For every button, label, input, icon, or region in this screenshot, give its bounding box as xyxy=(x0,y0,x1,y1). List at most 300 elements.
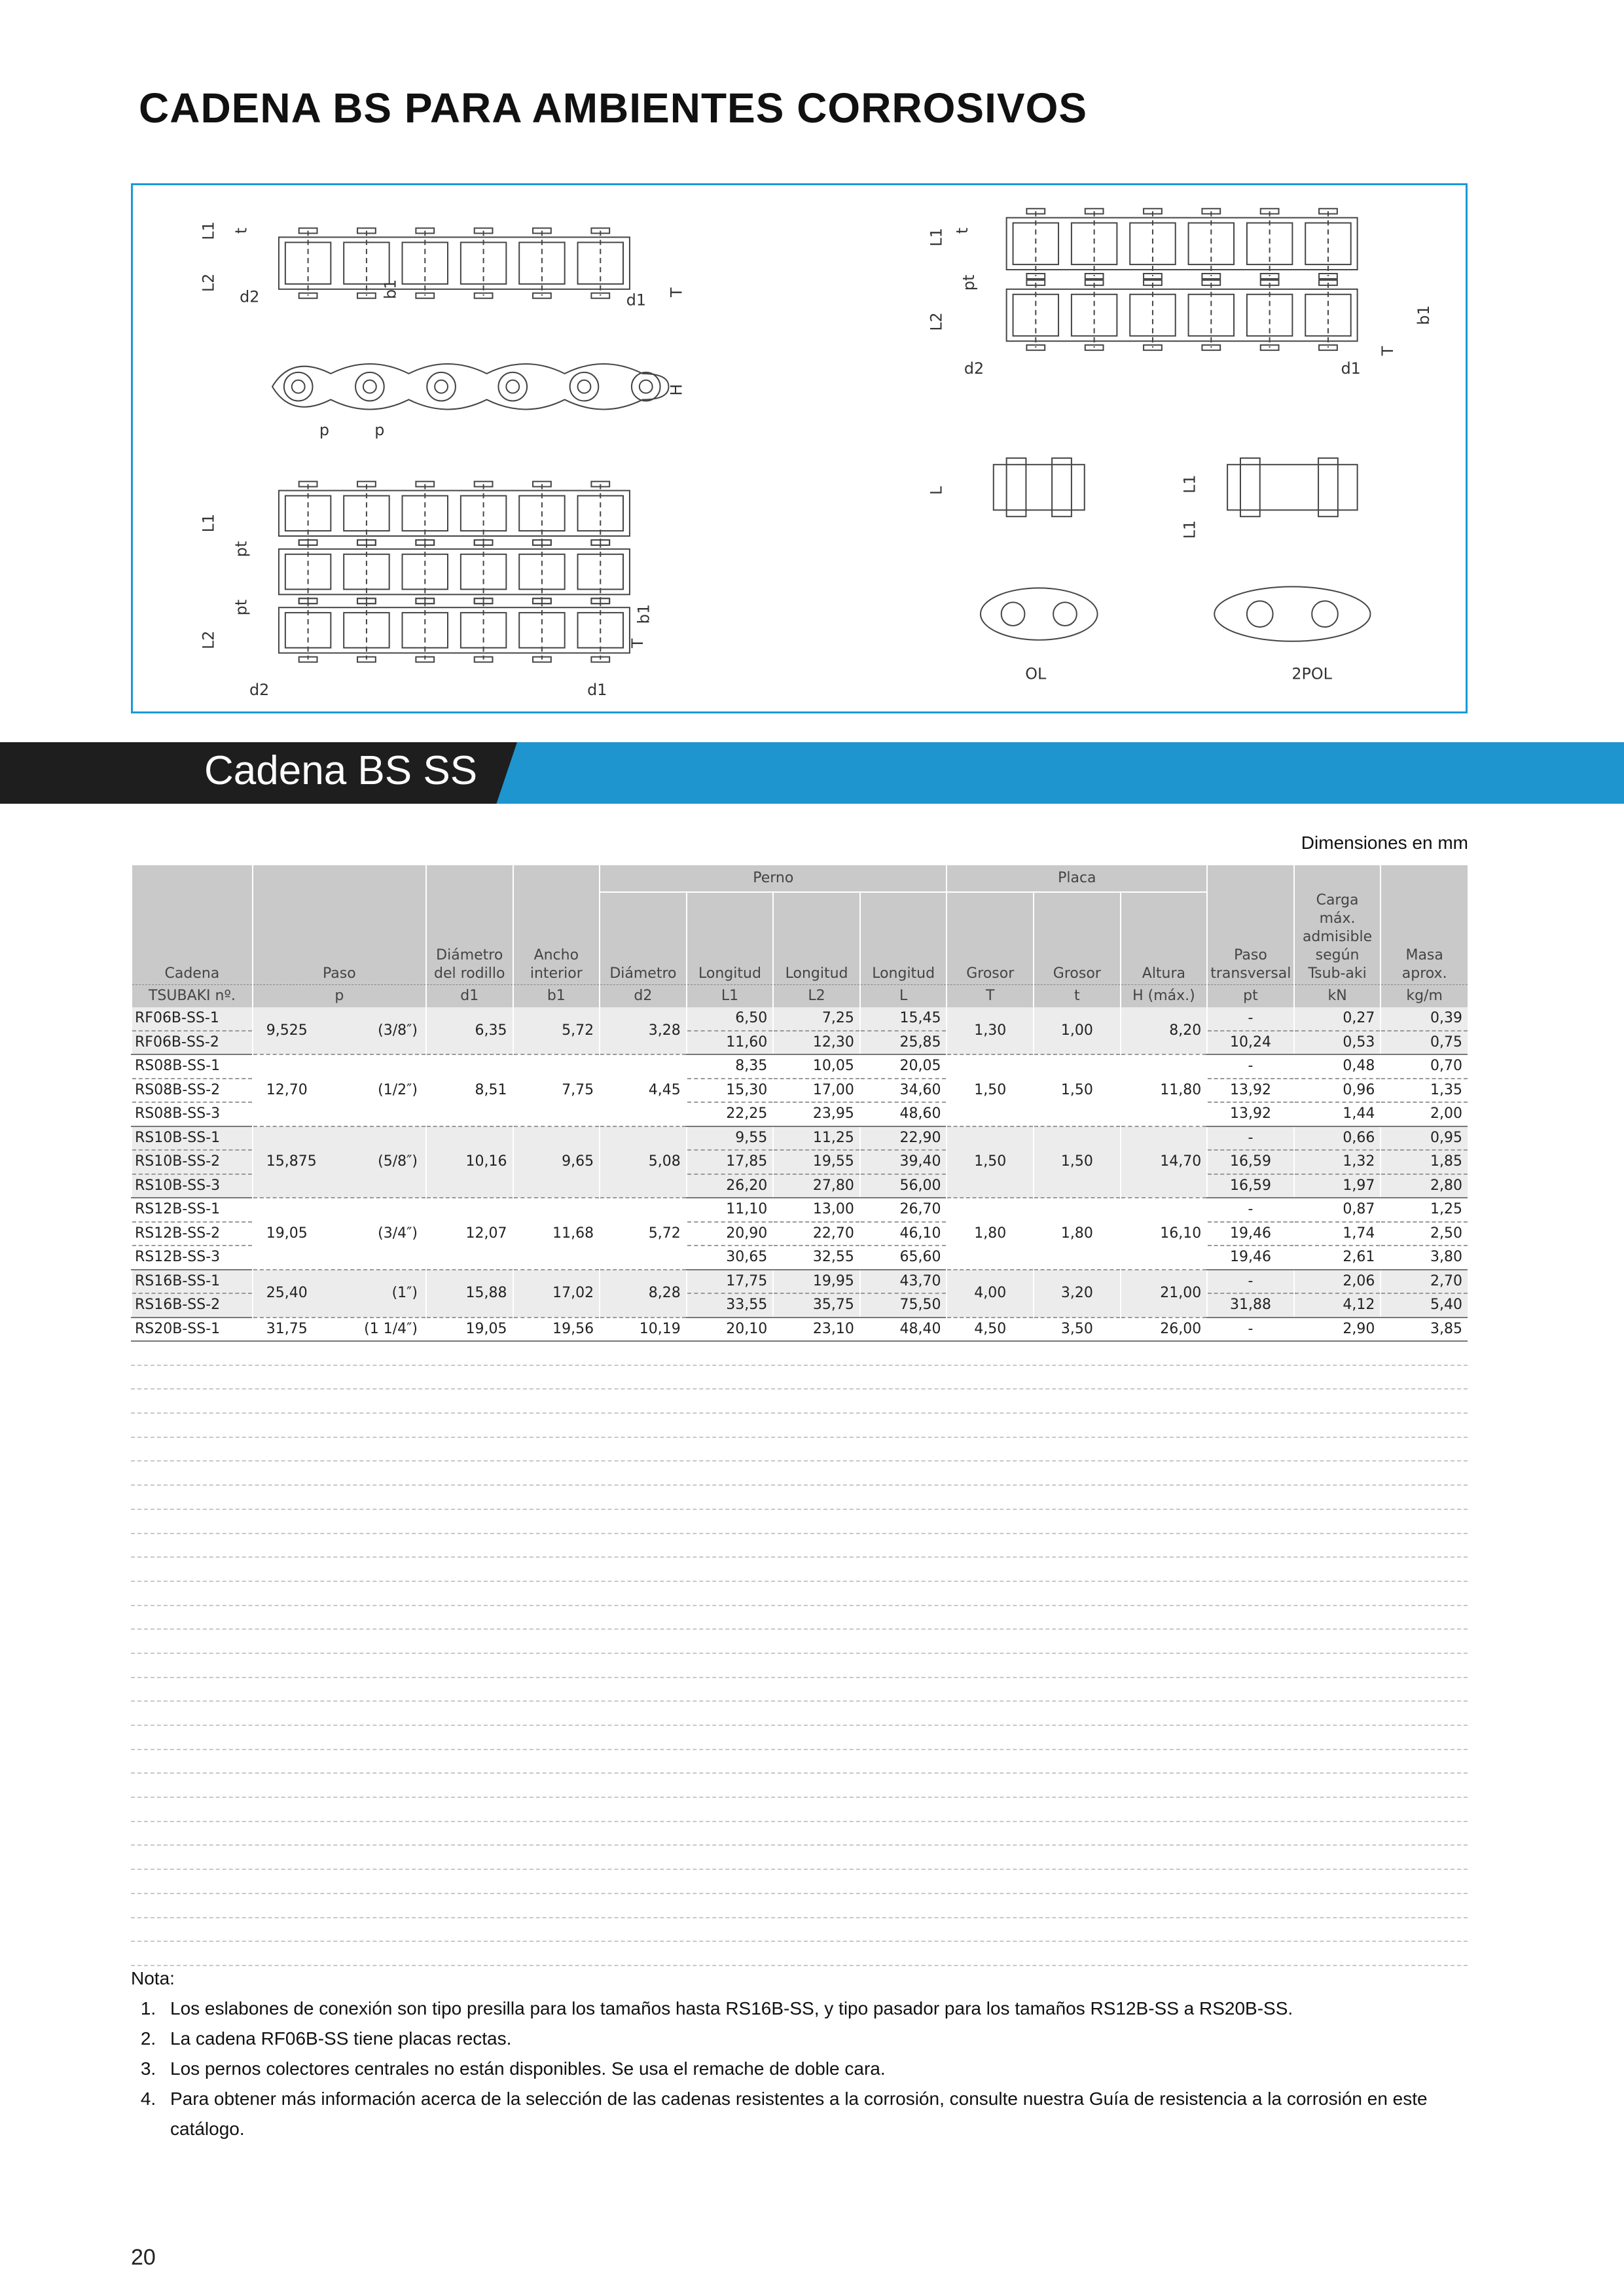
inner-width-cell: 19,56 xyxy=(513,1318,600,1342)
paso-inch: (3/4″) xyxy=(378,1225,418,1242)
plate-thickness-t-upper-cell: 1,50 xyxy=(947,1126,1034,1198)
pin-length-l-cell: 20,05 xyxy=(860,1054,947,1079)
label-p: p xyxy=(319,421,329,440)
paso-inch: (5/8″) xyxy=(378,1153,418,1170)
symbol-h: H (máx.) xyxy=(1121,985,1208,1008)
pin-length-l-cell: 25,85 xyxy=(860,1031,947,1055)
symbol-pt: pt xyxy=(1207,985,1294,1008)
mass-cell: 1,25 xyxy=(1380,1198,1468,1222)
empty-row xyxy=(131,1870,1468,1894)
max-load-cell: 2,61 xyxy=(1294,1246,1381,1270)
max-load-cell: 2,06 xyxy=(1294,1270,1381,1294)
header-diametro: Diámetro xyxy=(600,892,687,985)
paso-inch: (1/2″) xyxy=(378,1081,418,1098)
ol-pin xyxy=(1052,458,1072,516)
header-ancho-interior: Ancho interior xyxy=(513,865,600,985)
label-d2: d2 xyxy=(249,681,270,700)
pin-length-l1-cell: 15,30 xyxy=(687,1079,774,1103)
pin-length-l1-cell: 33,55 xyxy=(687,1293,774,1318)
header-longitud-l: Longitud xyxy=(860,892,947,985)
inner-width-cell: 17,02 xyxy=(513,1270,600,1318)
plate-thickness-t-lower-cell: 1,00 xyxy=(1034,1007,1121,1054)
mass-cell: 2,80 xyxy=(1380,1174,1468,1198)
chain-code-cell: RF06B-SS-1 xyxy=(132,1007,253,1031)
mass-cell: 0,95 xyxy=(1380,1126,1468,1151)
pin-length-l2-cell: 32,55 xyxy=(773,1246,860,1270)
transverse-pitch-cell: 13,92 xyxy=(1207,1079,1294,1103)
paso-cell xyxy=(253,1270,426,1318)
header-group-placa: Placa xyxy=(947,865,1207,892)
label-t-upper: T xyxy=(1379,346,1398,356)
pol-pin xyxy=(1318,458,1338,516)
header-grosor-t-lower: Grosor xyxy=(1034,892,1121,985)
empty-row xyxy=(131,1534,1468,1558)
pin-length-l-cell: 65,60 xyxy=(860,1246,947,1270)
pin-length-l2-cell: 23,95 xyxy=(773,1102,860,1126)
empty-row xyxy=(131,1438,1468,1462)
label-b1: b1 xyxy=(1414,305,1433,325)
pin-length-l1-cell: 17,85 xyxy=(687,1150,774,1174)
chain-code-cell: RS12B-SS-2 xyxy=(132,1222,253,1246)
transverse-pitch-cell: 16,59 xyxy=(1207,1174,1294,1198)
pin-head xyxy=(1319,345,1337,350)
table-row xyxy=(132,1198,1468,1222)
pol-hole xyxy=(1312,601,1338,627)
header-paso: Paso xyxy=(253,865,426,985)
chain-code-cell: RS10B-SS-1 xyxy=(132,1126,253,1151)
label-p: p xyxy=(374,421,385,440)
plate-height-cell: 16,10 xyxy=(1121,1198,1208,1270)
paso-cell xyxy=(253,1198,426,1270)
pin-head xyxy=(475,293,493,298)
chain-code-cell: RS10B-SS-3 xyxy=(132,1174,253,1198)
pin-head xyxy=(591,293,609,298)
pin-head xyxy=(1026,274,1045,279)
plate-height-cell: 26,00 xyxy=(1121,1318,1208,1342)
header-altura: Altura xyxy=(1121,892,1208,985)
plate-thickness-t-upper-cell: 1,50 xyxy=(947,1054,1034,1126)
symbol-d2: d2 xyxy=(600,985,687,1008)
label-pt: pt xyxy=(232,599,251,616)
roller xyxy=(427,372,456,401)
pin-length-l1-cell: 20,10 xyxy=(687,1318,774,1342)
pin-head xyxy=(533,293,551,298)
chain-spec-table xyxy=(131,865,1468,1342)
pin-head xyxy=(1144,274,1162,279)
chain-side-view xyxy=(272,364,668,409)
mass-cell: 5,40 xyxy=(1380,1293,1468,1318)
chain-spec-table-body xyxy=(132,1007,1468,1341)
empty-row xyxy=(131,1846,1468,1870)
roller-diameter-cell: 12,07 xyxy=(426,1198,513,1270)
chain-drawing-panel xyxy=(131,183,1468,713)
note-item: 2. La cadena RF06B-SS tiene placas rectas. xyxy=(161,2024,1479,2054)
transverse-pitch-cell: 10,24 xyxy=(1207,1031,1294,1055)
pin-length-l2-cell: 13,00 xyxy=(773,1198,860,1222)
roller xyxy=(570,372,599,401)
symbol-kgm: kg/m xyxy=(1380,985,1468,1008)
empty-row xyxy=(131,1654,1468,1678)
max-load-cell: 0,48 xyxy=(1294,1054,1381,1079)
pol-hole xyxy=(1247,601,1273,627)
pin-length-l2-cell: 19,55 xyxy=(773,1150,860,1174)
max-load-cell: 1,32 xyxy=(1294,1150,1381,1174)
chain-technical-drawing xyxy=(133,185,1466,711)
transverse-pitch-cell: 16,59 xyxy=(1207,1150,1294,1174)
transverse-pitch-cell: - xyxy=(1207,1054,1294,1079)
pin xyxy=(578,380,591,393)
mass-cell: 2,00 xyxy=(1380,1102,1468,1126)
pin xyxy=(435,380,448,393)
chain-code-cell: RS08B-SS-2 xyxy=(132,1079,253,1103)
transverse-pitch-cell: 13,92 xyxy=(1207,1102,1294,1126)
pin-length-l-cell: 22,90 xyxy=(860,1126,947,1151)
inner-width-cell: 5,72 xyxy=(513,1007,600,1054)
symbol-t-lower: t xyxy=(1034,985,1121,1008)
symbol-paso: p xyxy=(253,985,426,1008)
chain-code-cell: RS10B-SS-2 xyxy=(132,1150,253,1174)
empty-row xyxy=(131,1558,1468,1582)
paso-mm: 19,05 xyxy=(266,1225,308,1242)
paso-mm: 25,40 xyxy=(266,1285,308,1301)
pin-length-l-cell: 43,70 xyxy=(860,1270,947,1294)
label-t: t xyxy=(953,227,972,234)
pin-length-l1-cell: 17,75 xyxy=(687,1270,774,1294)
roller xyxy=(355,372,384,401)
max-load-cell: 0,96 xyxy=(1294,1079,1381,1103)
max-load-cell: 1,74 xyxy=(1294,1222,1381,1246)
paso-cell xyxy=(253,1054,426,1126)
empty-row xyxy=(131,1366,1468,1390)
max-load-cell: 0,66 xyxy=(1294,1126,1381,1151)
pin-length-l-cell: 75,50 xyxy=(860,1293,947,1318)
max-load-cell: 4,12 xyxy=(1294,1293,1381,1318)
empty-row xyxy=(131,1894,1468,1918)
label-l2: L2 xyxy=(199,630,218,650)
chain-code-cell: RF06B-SS-2 xyxy=(132,1031,253,1055)
pin-head xyxy=(299,293,317,298)
mass-cell: 0,75 xyxy=(1380,1031,1468,1055)
pin-length-l1-cell: 22,25 xyxy=(687,1102,774,1126)
roller xyxy=(632,372,660,401)
label-pt: pt xyxy=(960,274,979,291)
label-t-upper: T xyxy=(667,287,686,298)
transverse-pitch-cell: 19,46 xyxy=(1207,1222,1294,1246)
roller-diameter-cell: 6,35 xyxy=(426,1007,513,1054)
symbol-b1: b1 xyxy=(513,985,600,1008)
mass-cell: 3,85 xyxy=(1380,1318,1468,1342)
paso-mm: 9,525 xyxy=(266,1022,308,1039)
max-load-cell: 0,87 xyxy=(1294,1198,1381,1222)
pin-length-l2-cell: 19,95 xyxy=(773,1270,860,1294)
header-masa: Masa aprox. xyxy=(1380,865,1468,985)
transverse-pitch-cell: - xyxy=(1207,1270,1294,1294)
transverse-pitch-cell: - xyxy=(1207,1007,1294,1031)
symbol-d1: d1 xyxy=(426,985,513,1008)
empty-row xyxy=(131,1462,1468,1486)
empty-row xyxy=(131,1486,1468,1510)
pin-length-l1-cell: 11,60 xyxy=(687,1031,774,1055)
plate-height-cell: 11,80 xyxy=(1121,1054,1208,1126)
pin xyxy=(640,380,653,393)
pin-length-l1-cell: 20,90 xyxy=(687,1222,774,1246)
table-row xyxy=(132,1054,1468,1079)
empty-row xyxy=(131,1774,1468,1798)
pin-length-l1-cell: 6,50 xyxy=(687,1007,774,1031)
chain-code-cell: RS08B-SS-1 xyxy=(132,1054,253,1079)
plate-thickness-t-lower-cell: 3,20 xyxy=(1034,1270,1121,1318)
header-longitud-l2: Longitud xyxy=(773,892,860,985)
pin-diameter-cell: 8,28 xyxy=(600,1270,687,1318)
label-d2: d2 xyxy=(964,359,984,378)
label-l1: L1 xyxy=(1180,520,1199,539)
max-load-cell: 1,97 xyxy=(1294,1174,1381,1198)
header-cadena: Cadena xyxy=(132,865,253,985)
pin-head xyxy=(1026,345,1045,350)
symbol-l2: L2 xyxy=(773,985,860,1008)
header-paso-transversal: Paso transversal xyxy=(1207,865,1294,985)
plate-height-cell: 8,20 xyxy=(1121,1007,1208,1054)
empty-table-rows xyxy=(131,1342,1468,1967)
symbol-cadena: TSUBAKI nº. xyxy=(132,985,253,1008)
section-title: Cadena BS SS xyxy=(204,748,478,793)
plate-height-cell: 14,70 xyxy=(1121,1126,1208,1198)
caption-ol: OL xyxy=(1025,664,1047,683)
chain-code-cell: RS20B-SS-1 xyxy=(132,1318,253,1342)
chain-code-cell: RS12B-SS-1 xyxy=(132,1198,253,1222)
empty-row xyxy=(131,1510,1468,1534)
label-l: L xyxy=(927,486,946,495)
pol-plate xyxy=(1214,586,1370,641)
pin-head xyxy=(1202,345,1220,350)
plate-thickness-t-lower-cell: 1,80 xyxy=(1034,1198,1121,1270)
label-d2: d2 xyxy=(240,287,260,306)
empty-row xyxy=(131,1702,1468,1726)
roller xyxy=(498,372,527,401)
pin-length-l-cell: 15,45 xyxy=(860,1007,947,1031)
label-l1: L1 xyxy=(199,513,218,533)
label-l2: L2 xyxy=(927,312,946,331)
plate-thickness-t-upper-cell: 4,00 xyxy=(947,1270,1034,1318)
notes-list xyxy=(131,1994,1479,2144)
pin-length-l2-cell: 12,30 xyxy=(773,1031,860,1055)
label-d1: d1 xyxy=(1341,359,1361,378)
label-t-upper: T xyxy=(628,638,647,649)
mass-cell: 1,85 xyxy=(1380,1150,1468,1174)
max-load-cell: 2,90 xyxy=(1294,1318,1381,1342)
pin-diameter-cell: 4,45 xyxy=(600,1054,687,1126)
pol-pin xyxy=(1240,458,1260,516)
plate-thickness-t-lower-cell: 1,50 xyxy=(1034,1054,1121,1126)
transverse-pitch-cell: - xyxy=(1207,1318,1294,1342)
note-item: 1. Los eslabones de conexión son tipo presilla para los tamaños hasta RS16B-SS, y tipo pasador para los tamaños RS12B-SS a RS20B-SS. xyxy=(161,1994,1479,2024)
pin-length-l2-cell: 11,25 xyxy=(773,1126,860,1151)
page-number: 20 xyxy=(131,2245,156,2270)
note-item: 4. Para obtener más información acerca de la selección de las cadenas resistentes a la corrosión, consulte nuestra Guía de resistencia a la corrosión en este catálogo. xyxy=(161,2084,1479,2144)
label-d1: d1 xyxy=(587,681,607,700)
pin-length-l-cell: 48,40 xyxy=(860,1318,947,1342)
empty-row xyxy=(131,1918,1468,1943)
pin-length-l-cell: 48,60 xyxy=(860,1102,947,1126)
transverse-pitch-cell: 31,88 xyxy=(1207,1293,1294,1318)
chain-code-cell: RS16B-SS-2 xyxy=(132,1293,253,1318)
symbol-l: L xyxy=(860,985,947,1008)
pin-length-l2-cell: 17,00 xyxy=(773,1079,860,1103)
label-d1: d1 xyxy=(626,291,646,310)
chain-code-cell: RS12B-SS-3 xyxy=(132,1246,253,1270)
pin-head xyxy=(1261,274,1279,279)
paso-cell xyxy=(253,1007,426,1054)
mass-cell: 2,50 xyxy=(1380,1222,1468,1246)
paso-mm: 31,75 xyxy=(266,1320,308,1337)
roller-diameter-cell: 10,16 xyxy=(426,1126,513,1198)
empty-row xyxy=(131,1582,1468,1606)
paso-inch: (1 1/4″) xyxy=(364,1320,418,1337)
page-title: CADENA BS PARA AMBIENTES CORROSIVOS xyxy=(139,84,1088,132)
inner-width-cell: 7,75 xyxy=(513,1054,600,1126)
pin-length-l2-cell: 35,75 xyxy=(773,1293,860,1318)
plate-thickness-t-lower-cell: 3,50 xyxy=(1034,1318,1121,1342)
roller-diameter-cell: 8,51 xyxy=(426,1054,513,1126)
pin-length-l-cell: 46,10 xyxy=(860,1222,947,1246)
max-load-cell: 1,44 xyxy=(1294,1102,1381,1126)
empty-row xyxy=(131,1678,1468,1702)
pin-length-l2-cell: 10,05 xyxy=(773,1054,860,1079)
ol-pin xyxy=(1007,458,1026,516)
header-carga: Carga máx. admisible según Tsub-aki xyxy=(1294,865,1381,985)
empty-row xyxy=(131,1822,1468,1846)
label-b1: b1 xyxy=(381,279,400,299)
max-load-cell: 0,53 xyxy=(1294,1031,1381,1055)
empty-row xyxy=(131,1342,1468,1366)
symbol-l1: L1 xyxy=(687,985,774,1008)
pin-diameter-cell: 3,28 xyxy=(600,1007,687,1054)
empty-row xyxy=(131,1798,1468,1822)
roller xyxy=(284,372,313,401)
pin-diameter-cell: 5,72 xyxy=(600,1198,687,1270)
pin-diameter-cell: 5,08 xyxy=(600,1126,687,1198)
pin-length-l2-cell: 7,25 xyxy=(773,1007,860,1031)
paso-inch: (1″) xyxy=(391,1285,418,1301)
roller-diameter-cell: 19,05 xyxy=(426,1318,513,1342)
pin-length-l-cell: 26,70 xyxy=(860,1198,947,1222)
mass-cell: 3,80 xyxy=(1380,1246,1468,1270)
empty-row xyxy=(131,1630,1468,1654)
empty-row xyxy=(131,1726,1468,1750)
plate-thickness-t-upper-cell: 4,50 xyxy=(947,1318,1034,1342)
paso-inch: (3/8″) xyxy=(378,1022,418,1039)
label-l1: L1 xyxy=(1180,475,1199,493)
mass-cell: 1,35 xyxy=(1380,1079,1468,1103)
label-l1: L1 xyxy=(199,221,218,240)
plate-thickness-t-upper-cell: 1,80 xyxy=(947,1198,1034,1270)
pin xyxy=(363,380,376,393)
symbol-t-upper: T xyxy=(947,985,1034,1008)
label-pt: pt xyxy=(232,541,251,558)
pin-head xyxy=(1085,345,1104,350)
plate-thickness-t-lower-cell: 1,50 xyxy=(1034,1126,1121,1198)
header-diametro-rodillo: Diámetro del rodillo xyxy=(426,865,513,985)
table-row xyxy=(132,1126,1468,1151)
max-load-cell: 0,27 xyxy=(1294,1007,1381,1031)
pin-length-l-cell: 34,60 xyxy=(860,1079,947,1103)
paso-mm: 15,875 xyxy=(266,1153,317,1170)
pin-length-l-cell: 39,40 xyxy=(860,1150,947,1174)
pin-length-l1-cell: 26,20 xyxy=(687,1174,774,1198)
symbol-kn: kN xyxy=(1294,985,1381,1008)
notes-label: Nota: xyxy=(131,1968,175,1988)
units-note: Dimensiones en mm xyxy=(1301,833,1468,853)
empty-row xyxy=(131,1414,1468,1438)
chain-code-cell: RS08B-SS-3 xyxy=(132,1102,253,1126)
inner-width-cell: 11,68 xyxy=(513,1198,600,1270)
ol-plate xyxy=(981,588,1098,639)
inner-width-cell: 9,65 xyxy=(513,1126,600,1198)
label-l2: L2 xyxy=(199,273,218,293)
header-grosor-t-upper: Grosor xyxy=(947,892,1034,985)
header-group-perno: Perno xyxy=(600,865,947,892)
ol-hole xyxy=(1001,602,1025,626)
plate-height-cell: 21,00 xyxy=(1121,1270,1208,1318)
roller-diameter-cell: 15,88 xyxy=(426,1270,513,1318)
transverse-pitch-cell: - xyxy=(1207,1198,1294,1222)
empty-row xyxy=(131,1942,1468,1966)
pin-head xyxy=(1144,345,1162,350)
chain-code-cell: RS16B-SS-1 xyxy=(132,1270,253,1294)
pin-head xyxy=(357,293,376,298)
mass-cell: 0,70 xyxy=(1380,1054,1468,1079)
label-h: H xyxy=(667,384,686,396)
ol-hole xyxy=(1053,602,1077,626)
label-l1: L1 xyxy=(927,228,946,247)
transverse-pitch-cell: 19,46 xyxy=(1207,1246,1294,1270)
pin-length-l1-cell: 11,10 xyxy=(687,1198,774,1222)
paso-cell xyxy=(253,1318,426,1342)
table-row xyxy=(132,1007,1468,1031)
header-longitud-l1: Longitud xyxy=(687,892,774,985)
label-t: t xyxy=(232,227,251,234)
pin-head xyxy=(416,293,434,298)
pin xyxy=(506,380,519,393)
pin-diameter-cell: 10,19 xyxy=(600,1318,687,1342)
table-row xyxy=(132,1270,1468,1294)
pin xyxy=(292,380,305,393)
note-item: 3. Los pernos colectores centrales no están disponibles. Se usa el remache de doble cara. xyxy=(161,2054,1479,2084)
pin-length-l-cell: 56,00 xyxy=(860,1174,947,1198)
label-b1: b1 xyxy=(634,603,653,624)
mass-cell: 2,70 xyxy=(1380,1270,1468,1294)
pin-length-l1-cell: 8,35 xyxy=(687,1054,774,1079)
pin-length-l1-cell: 9,55 xyxy=(687,1126,774,1151)
empty-row xyxy=(131,1750,1468,1774)
table-row xyxy=(132,1318,1468,1342)
pin-head xyxy=(1319,274,1337,279)
empty-row xyxy=(131,1606,1468,1630)
pin-head xyxy=(1202,274,1220,279)
pin-length-l2-cell: 23,10 xyxy=(773,1318,860,1342)
pin-head xyxy=(1085,274,1104,279)
pin-length-l1-cell: 30,65 xyxy=(687,1246,774,1270)
mass-cell: 0,39 xyxy=(1380,1007,1468,1031)
notes-section xyxy=(131,1964,1479,2144)
empty-row xyxy=(131,1390,1468,1414)
paso-cell xyxy=(253,1126,426,1198)
paso-mm: 12,70 xyxy=(266,1081,308,1098)
caption-2pol: 2POL xyxy=(1291,664,1332,683)
pin-head xyxy=(1261,345,1279,350)
transverse-pitch-cell: - xyxy=(1207,1126,1294,1151)
pin-length-l2-cell: 22,70 xyxy=(773,1222,860,1246)
